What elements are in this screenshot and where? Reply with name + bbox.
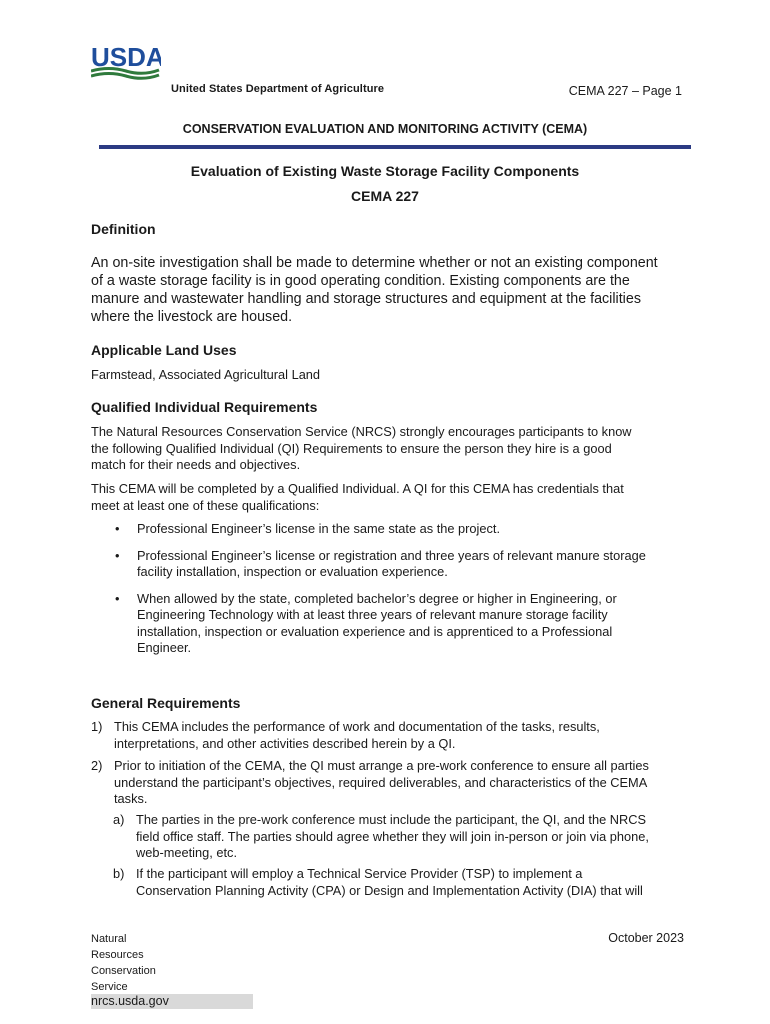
definition-heading: Definition <box>91 221 156 237</box>
qi-paragraph-2: This CEMA will be completed by a Qualified Individual. A QI for this CEMA has credentials that meet at least one of these qualifications: <box>91 481 624 513</box>
agency-name: United States Department of Agriculture <box>171 83 385 95</box>
general-heading: General Requirements <box>91 695 241 711</box>
list-item: • When allowed by the state, completed bachelor’s degree or higher in Engineering, or Engineering Technology with at least three years of relevant manure storage facility installation, inspection or evaluation experience and is apprenticed to a Professional Engineer. <box>115 590 617 655</box>
land-uses-heading: Applicable Land Uses <box>91 342 237 358</box>
page-label: CEMA 227 – Page 1 <box>568 84 682 98</box>
usda-logo <box>91 44 161 87</box>
document-code: CEMA 227 <box>351 188 419 204</box>
footer-url[interactable]: nrcs.usda.gov <box>91 994 253 1009</box>
header-divider <box>99 145 691 149</box>
land-uses-text: Farmstead, Associated Agricultural Land <box>91 367 321 382</box>
qi-paragraph-1: The Natural Resources Conservation Service (NRCS) strongly encourages participants to know the following Qualified Individual (QI) Requirements to ensure the person they hire is a good match for their needs and objectives. <box>91 424 632 472</box>
list-item: • Professional Engineer’s license or registration and three years of relevant manure storage facility installation, inspection or evaluation experience. <box>115 547 646 579</box>
program-title: CONSERVATION EVALUATION AND MONITORING ACTIVITY (CEMA) <box>182 122 588 136</box>
usda-logo-text: USDA <box>91 44 161 72</box>
qualification-list <box>112 521 692 667</box>
document-title: Evaluation of Existing Waste Storage Facility Components <box>190 163 580 179</box>
footer-date: October 2023 <box>608 931 684 945</box>
definition-text: An on-site investigation shall be made to determine whether or not an existing component of a waste storage facility is in good operating condition. Existing components are the manure and wastewater handling and storage structures and equipment at the facilities where the livestock are housed. <box>91 255 658 325</box>
qi-heading: Qualified Individual Requirements <box>91 399 318 415</box>
list-item: • Professional Engineer’s license in the same state as the project. <box>115 521 501 536</box>
footer-agency: Natural Resources Conservation Service <box>91 933 156 993</box>
